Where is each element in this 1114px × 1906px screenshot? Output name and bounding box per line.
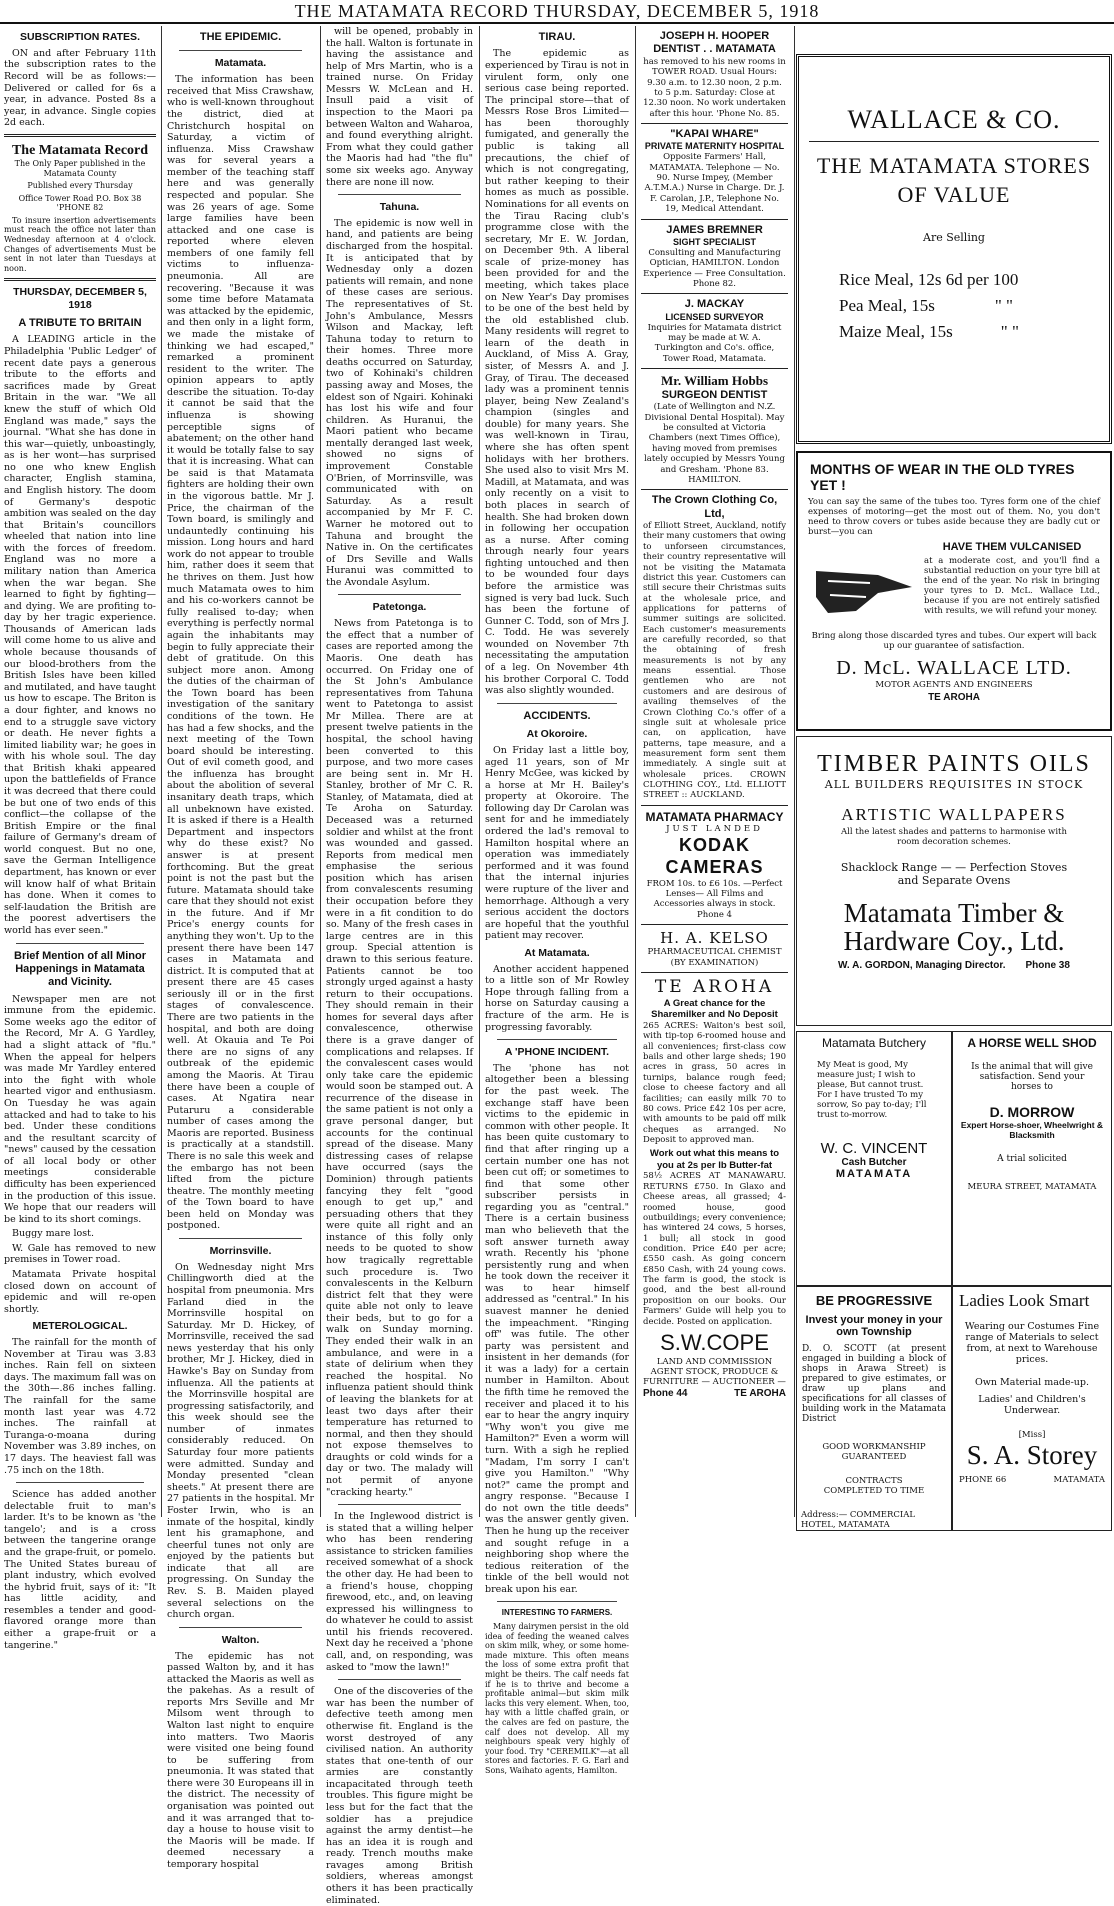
hooper-name: JOSEPH H. HOOPER [659, 30, 770, 42]
te-aroha-line: TE AROHA [928, 692, 980, 703]
cope-name: S.W.COPE [660, 1329, 769, 1355]
mackay-text: Inquiries for Matamata district may be made at W. A. Turkington and Co's. office, Tower Road, Matamata. [647, 322, 782, 364]
storey-name: S. A. Storey [966, 1440, 1098, 1470]
kelso-title: PHARMACEUTICAL CHEMIST (BY EXAMINATION) [647, 947, 782, 968]
mackay-name: J. MACKAY [684, 298, 745, 311]
kapai-text: Opposite Farmers' Hall, MATAMATA. Telephone — No. 90. Nurse Impey, (Member A.T.M.A.) Nurse in Charge. Dr. J. F. Carolan, J.P., Telephone No. 19, Medical Attendant. [644, 152, 785, 215]
divider [16, 943, 144, 944]
wallpapers-heading: ARTISTIC WALLPAPERS [841, 805, 1067, 824]
tahuna-text: The epidemic is now well in hand, and patients are being discharged from the hospital. It is anticipated that by Wednesday only a dozen patients will remain, and none of these cases are serious. The representatives of St. John's Ambulance, Messrs Wilson and Mackay, left Tahuna today to return to their homes. Three more deaths occurred on Saturday, two of Kohinaki's children passing away and Moses, the eldest son of Ngairi. Kohinaki has lost his wife and four children. As Huranui, the Maori patient who became mentally deranged last week, showed no signs of improvement Constable O'Brien, of Morrinsville, was communicated with on Saturday. As a result accompanied by Mr F. C. Warner he motored out to Tahuna and brought the Native in. On the certificates of Drs Seville and Walls Huranui was committed to the Avondale Asylum. [326, 217, 473, 588]
inglewood-text: In the Inglewood district is is stated that a willing helper who has been rendering assistance to stricken families received somewhat of a shock the other day. He had been to a friend's house, chopping firewood, etc., and, on leaving expressed his willingness to do whatever he could to assist until his friends recovered. Next day he received a 'phone call, and, on responding, was asked to "mow the lawn!" [326, 1511, 473, 1673]
butchery-verse: My Meat is good, My measure just; I wish to please, But cannot trust. For I have trusted To my sorrow, So pay to-day; I'll trust to-morrow. [817, 1060, 927, 1120]
paper-name: The Matamata Record [11, 142, 149, 158]
divider [497, 703, 617, 704]
wallace-title: WALLACE & CO. [847, 105, 1061, 134]
paper-tagline: The Only Paper published in the Matamata County [14, 158, 146, 178]
ladies-look-smart: Ladies Look Smart [959, 1291, 1090, 1310]
shades-text: All the latest shades and patterns to harmonise with room decoration schemes. [841, 827, 1067, 847]
ditto-mark: " " [1000, 322, 1019, 342]
trial-solicited: A trial solicited [997, 1154, 1067, 1164]
subscription-heading: SUBSCRIPTION RATES. [20, 31, 140, 43]
subscription-text: ON and after February 11th the subscription rates to the Record will be as follows:— Delivered or called for 6s a year, in advance. Posted 8s a year, in advance. Single copies 2d each. [4, 47, 156, 129]
farmers-text: Many dairymen persist in the old idea of feeding the weaned calves on skim milk, whey, or some home-made mixture. This often means the loss of some extra profit that might be theirs. The calf needs fat if he is to thrive and become a profitable animal—but skim milk lacks this very element. When, too, hay with a little chaffed grain, or the calves are fed on pasture, the calf does not develop. All my neighbours speak very highly of your food. Try "CEREMILK"—at all stores and factories. F. G. Earl and Sons, Waihato agents, Hamilton. [485, 1622, 629, 1775]
bremner-text: Consulting and Manufacturing Optician, HAMILTON. London Experience — Free Consultation. Phone 82. [643, 247, 786, 289]
column-3 [322, 26, 477, 1906]
walton-continued: will be opened, probably in the hall. Walton is fortunate in having the assistance and help of Mrs Martin, who is a trained nurse. On Friday Messrs W. McLean and H. Insull paid a visit of inspection to the Maori pa between Walton and Waharoa, and found everything alright. From what they could gather the Maoris had had "the flu" some six weeks ago. Anyway there are none ill now. [326, 26, 473, 188]
column-5-ads [637, 26, 792, 1517]
progressive-heading: BE PROGRESSIVE [815, 1293, 933, 1308]
kelso-ad [641, 925, 788, 973]
column-rule [794, 26, 795, 1517]
butchery-title: Matamata Butchery [821, 1036, 927, 1050]
timber-heading: TIMBER PAINTS OILS [817, 751, 1091, 777]
horse-title: A HORSE WELL SHOD [967, 1036, 1097, 1050]
pea-meal-line [799, 296, 1109, 316]
scott-text: D. O. SCOTT (at present engaged in building a block of shops in Arawa Street) is prepared to give estimates, or draw up plans and specifications for all classes of building work in the Matamata District [802, 1344, 946, 1424]
morrinsville-text: On Wednesday night Mrs Chillingworth died at the hospital from pneumonia. Mrs Farland died in the Morrinsville hospital on Saturday. Mr D. Hickey, of Morrinsville, received the sad news yesterday that his only brother, Mr J. Hickey, died in Hawke's Bay on Sunday from influenza. All the patients at the Morrinsville hospital are progressing satisfactorily, and this week should see the number of inmates considerably reduced. On Saturday four more patients were admitted. Sunday and Monday presented "clean sheets." At present there are 27 patients in the hospital. Mr Foster Irwin, who is an inmate of the hospital, kindly lent his gramaphone, and cheerful tunes not only are enjoyed by the patients but indicate that all are progressing. On Sunday the Rev. S. B. Maiden played several selections on the church organ. [167, 1261, 314, 1621]
at-matamata-text: Another accident happened to a little son of Mr Rowley Hope through falling from a horse on Saturday causing a fracture of the arm. He is progressing favorably. [485, 963, 629, 1033]
epidemic-heading: THE EPIDEMIC. [199, 31, 282, 43]
motor-agents: MOTOR AGENTS AND ENGINEERS [875, 680, 1033, 690]
scott-ad [796, 1286, 952, 1531]
wallace-ad [796, 54, 1112, 444]
own-material: Own Material made-up. [975, 1377, 1089, 1388]
met-text: The rainfall for the month of November at Tirau was 3.83 inches. Rain fell on sixteen days. The maximum fall was on the 30th—.86 inches falling. The rainfall for the same month last year was 4.72 inches. The rainfall at Turanga-o-moana during November was 3.89 inches, on 17 days. The heaviest fall was .75 inch on the 18th. [4, 1337, 156, 1476]
underwear-text: Ladies' and Children's Underwear. [978, 1394, 1086, 1416]
kapai-sub: PRIVATE MATERNITY HOSPITAL [644, 141, 785, 152]
defective-teeth-text: One of the discoveries of the war has been the number of defective teeth among men otherwise fit. England is the worst destroyed of any civilised nation. An authority states that one-tenth of our armies are constantly incapacitated through teeth troubles. This figure might be less but for the fact that the soldier has a prejudice against the army dentist—he has an idea it is rough and ready. Trench mouths make ravages among British soldiers, whereas amongst others it has been practically eliminated. [326, 1686, 473, 1906]
patetonga-heading: Patetonga. [372, 601, 427, 614]
cash-butcher: Cash Butcher [841, 1157, 907, 1168]
morrinsville-heading: Morrinsville. [209, 1245, 272, 1258]
tahuna-heading: Tahuna. [379, 201, 420, 214]
vulcanised-heading: HAVE THEM VULCANISED [942, 541, 1082, 553]
divider [338, 1504, 461, 1505]
gordon-name: W. A. GORDON, Managing Director. [838, 959, 1006, 971]
butterfat-heading: Work out what this means to you at 2s per lb Butter-fat [649, 1148, 780, 1171]
builders-line: ALL BUILDERS REQUISITES IN STOCK [824, 778, 1084, 791]
hooper-title: DENTIST . . MATAMATA [653, 43, 776, 56]
divider [497, 1039, 617, 1040]
meura-street: MEURA STREET, MATAMATA [967, 1182, 1097, 1192]
phone-incident-heading: A 'PHONE INCIDENT. [504, 1046, 610, 1059]
crown-name: The Crown Clothing Co, Ltd, [651, 494, 778, 520]
science-text: Science has added another delectable fruit to man's larder. It's to be known as 'the tangelo'; and is a cross between the tangerine orange and the grape-fruit, or pomelo. The United States bureau of plant industry, which evolved the hybrid fruit, says of it: "It has little acidity, and resembles a tender and good-flavored orange more than either a grape-fruit or a tangerine." [4, 1489, 156, 1651]
divider [179, 50, 302, 51]
timber-ad [796, 736, 1112, 1026]
manawaru-text: 58½ ACRES AT MANAWARU. RETURNS £750. In Glaxo and Cheese areas, all grassed; 4-roomed house, good outbuildings; every convenience; has wintered 24 cows, 5 horses, 1 bull; all stock in good condition. Price £40 per acre; £550 cash. As going concern £850 Cash, with 24 young cows. The farm is good, the stock is good, and the best all-round proposition on our books. Our Farmers' Guide will help you to decide. Posted on application. [643, 1171, 786, 1327]
met-heading: METEROLOGICAL. [32, 1320, 128, 1333]
te-aroha-farm-text: 265 ACRES: Waiton's best soil, with tip-top 6-roomed house and all conveniences; first-class cow bails and other large sheds; 190 acres in grass, 50 acres in turnips, balance rough feed; close to cheese factory and all facilities; can easily milk 70 to 80 cows. Price £42 10s per acre, with amounts to be paid off milk cheques as arranged. No Deposit to approved man. [643, 1021, 786, 1145]
stores-of-value: THE MATAMATA STORES OF VALUE [816, 153, 1092, 207]
dmcl-wallace: D. McL. WALLACE LTD. [836, 657, 1072, 679]
cope-ad [641, 973, 788, 1404]
walton-text: The epidemic has not passed Walton by, and it has attacked the Maoris as well as the pakehas. As a result of reports Mrs Seville and Mr Milsom went through to Walton last night to enquire into matters. Two Maoris were visited one being found to be suffering from pneumonia. It was stated that there were 30 Europeans ill in the district. The necessity of organisation was pointed out and it was arranged that to-day a house to house visit to the Maoris will be made. If deemed necessary a temporary hospital [167, 1650, 314, 1870]
bremner-name: JAMES BREMNER [666, 223, 763, 236]
patetonga-text: News from Patetonga is to the effect that a number of cases are reported among the Maoris. One death has occurred. On Friday one of the St John's Ambulance representatives from Tahuna went to Patetonga to assist Mr Millea. There are at present twelve patients in the hospital, the school having been converted to this purpose, and two more cases are being sent in. Mr H. Stanley, brother of Mr C. R. Stanley, of Matamata, died at Te Aroha on Saturday. Deceased was a returned soldier and whilst at the front was wounded and gassed. Reports from medical men emphasise the serious position which has arisen from convalescents resuming their occupation before they were in a fit condition to do so. Many of the fresh cases in large centres are in this group. Special attention is drawn to this serious feature. Patients cannot be too strongly urged against a hasty return to their occupations. They should remain in their homes for several days after convalescence, otherwise there is a grave danger of complications and relapses. If the convalescent cases would only take care the epidemic would soon be stamped out. A recurrence of the disease in the same patient is not only a grave personal danger, but accounts for the continual spread of the disease. Many distressing cases of relapse have occurred (says the Dominion) through patients fancying they felt "good enough to get up," and persuading others that they were quite all right and an instance of this folly only needs to be quoted to show how tragically regrettable such procedure is. Two convalescents in the Kelburn district felt that they were quite able not only to leave their beds, but to go for a walk on Sunday morning. They ended their walk in an ambulance, and were in a state of delirium when they reached the hospital. No influenza patient should think of leaving the blankets for at least two days after their temperature has returned to normal, and then they should not expose themselves to draughts or cold winds for a day or two. The malady will not permit of anyone "cracking hearty." [326, 618, 473, 1498]
hobbs-title: SURGEON DENTIST [661, 388, 768, 401]
cope-phone: Phone 44 [643, 1387, 688, 1399]
tirau-text: The epidemic as experienced by Tirau is not in virulent form, only one serious case being reported. The principal store—that of Messrs Rose Bros Limited—has been thoroughly fumigated, and generally the public is taking all precautions, the chief of which is not congregating, but rather keeping to their homes as much as possible. Nominations for all events on the Tirau Racing club's programme close with the secretary, Mr E. W. Jordan, on December 9th. A liberal scale of prize-money has been provided for and the meeting, which takes place on New Year's Day promises to be one of the best held by the old established club. Many residents will regret to learn of the death in Auckland, of Miss A. Gray, sister, of Messrs A. and J. Gray, of Tirau. The deceased lady was a prominent tennis player, being New Zealand's champion (singles and double) for many years. She was well-known in Tirau, where she has often spent holidays with her brothers. She used also to visit Mrs M. Madill, at Matamata, and was only recently on a visit to both places in search of health. She had broken down in following her occupation as a nurse. After coming through nearly four years fighting untouched and then to be wounded four days before the armistice was signed is very bad luck. Such has been the fortune of Gunner C. Todd, son of Mrs J. C. Todd. He was severely wounded on November 7th necessitating the amputation of a leg. On November 4th his brother Corporal C. Todd was also slightly wounded. [485, 48, 629, 697]
brief-text: Newspaper men are not immune from the epidemic. Some weeks ago the editor of the Record, Mr A. G Yardley, had a slight attack of "flu." When the appeal for helpers was made Mr Yardley entered into the fight with whole hearted vigor and enthusiasm. On Tuesday he was again attacked and had to take to his bed. Under these conditions and the resultant scarcity of "news" caused by the cessation of all local body or other meetings considerable difficulty has been experienced in the production of this issue. We hope that our readers will be kind to its short comings. [4, 993, 156, 1225]
divider [4, 134, 156, 137]
costumes-text: Wearing our Costumes Fine range of Materials to select from, at next to Warehouse prices. [964, 1321, 1100, 1365]
bring-text: Bring along those discarded tyres and tubes. Our expert will back up our guarantee of satisfaction. [811, 631, 1097, 651]
divider [338, 194, 461, 195]
divider [179, 1238, 302, 1239]
tyres-text: You can say the same of the tubes too. Tyres form one of the chief expenses of motoring—get the most out of them. No, you don't need to throw covers or tubes aside because they are badly cut or burst—you can [808, 497, 1100, 537]
pointing-hand-icon [808, 541, 918, 625]
tribute-text: A LEADING article in the Philadelphia 'Public Ledger' of recent date pays a generous tribute to the efforts and sacrifices made by Great Britain in the war. "We all knew the stuff of which Old England was made," says the journal. "What she has done in this war—quietly, unboastingly, as is her wont—has surprised no one who knew English character, English stamina, and English history. The doom of Germany's despotic ambition was sealed on the day that Britain's councillors wheeled that nation into line with the forces of freedom. England was no more a military nation than America when the war began. She learned to fight by fighting—and dying. We are profiting to-day by her tragic experience. Thousands of American lads will come home to us alive and whole because thousands of our blood-brothers from the British Isles have been killed and mutilated, and have taught us how to escape. The Briton is a dour fighter, and knows no end to a struggle save victory or death. He never fights a limited liability war; he goes in with his whole soul. The day that British khaki appeared upon the battlefields of France it was decreed that there could be but one of two ends of this conflict—the collapse of the British Empire or the final failure of Germany's dream of world conquest. But no one, save the German Intelligence department, has known or ever will know half of what Britain has done. When it comes to self-laudation the British are the poorest advertisers the world has ever seen." [4, 334, 156, 936]
buggy-item: Buggy mare lost. [12, 1228, 94, 1240]
are-selling: Are Selling [923, 231, 985, 245]
te-aroha-heading: TE AROHA [654, 977, 775, 998]
column-rule [479, 26, 480, 1517]
storey-footer [953, 1471, 1111, 1489]
column-rule [161, 26, 162, 1517]
hobbs-text: (Late of Wellington and N.Z. Divisional Dental Hospital). May be consulted at Victoria Chambers (next Times Office), having moved from premises lately occupied by Messrs Young and Gresham. 'Phone 83. HAMILTON. [644, 402, 785, 485]
divider [338, 594, 461, 595]
morrow-sub: Expert Horse-shoer, Wheelwright & Blacksmith [960, 1120, 1104, 1140]
pharmacy-title: MATAMATA PHARMACY [645, 809, 784, 824]
walton-heading: Walton. [221, 1633, 260, 1646]
kapai-ad [641, 124, 788, 220]
divider [16, 1482, 144, 1483]
storey-ad [952, 1286, 1112, 1531]
storey-town: MATAMATA [1053, 1475, 1105, 1485]
divider [497, 1601, 617, 1602]
published-line: Published every Thursday [27, 181, 133, 191]
office-line: Office Tower Road P.O. Box 38 'PHONE 82 [18, 193, 142, 213]
hospital-item: Matamata Private hospital closed down on account of epidemic and will re-open shortly. [4, 1269, 156, 1315]
pharmacy-ad [641, 806, 788, 925]
good-workmanship: GOOD WORKMANSHIP GUARANTEED [822, 1442, 926, 1462]
horse-text: Is the animal that will give satisfaction. Send your horses to [971, 1062, 1093, 1092]
column-4 [481, 26, 633, 1775]
brief-heading: Brief Mention of all Minor Happenings in Matamata and Vicinity. [14, 949, 146, 989]
divider [338, 1679, 461, 1680]
horse-ad [952, 1031, 1112, 1286]
crown-text: of Elliott Street, Auckland, notify their many customers that owing to unforseen circumstances, their country representative will not be visiting the Matamata district this year. Customers can still secure their Christmas suits at the wholesale price, and applications for patterns of summer suitings are solicited. Each customer's measurements are carefully recorded, so that the obtaining of fresh measurements is not by any means essential. Those gentlemen who are not customers and are desirous of availing themselves of the Crown Clothing Co.'s offer of a single suit at wholesale price can, on application, have patterns, tape measure, and a measurement form sent them immediately. A single suit at wholesale prices. CROWN CLOTHING COY., Ltd. ELLIOTT STREET :: AUCKLAND. [643, 521, 786, 801]
pea-meal: Pea Meal, 15s [839, 296, 935, 316]
cope-text: LAND AND COMMISSION AGENT STOCK, PRODUCE & FURNITURE — AUCTIONEER — [643, 1356, 786, 1388]
shacklock-text: Shacklock Range — — Perfection Stoves and Separate Ovens [840, 861, 1068, 887]
okoroire-heading: At Okoroire. [526, 728, 588, 741]
divider [179, 1627, 302, 1628]
kelso-name: H. A. KELSO [660, 929, 769, 948]
gordon-line [797, 960, 1111, 971]
hobbs-name: Mr. William Hobbs [660, 373, 769, 389]
rice-meal: Rice Meal, 12s 6d per 100 [839, 270, 1019, 290]
butchery-ad [796, 1031, 952, 1286]
butcher-town: MATAMATA [835, 1168, 913, 1180]
column-1 [0, 26, 160, 1651]
miss-label: [Miss] [1018, 1430, 1046, 1440]
gordon-phone: Phone 38 [1025, 959, 1070, 971]
bremner-ad [641, 220, 788, 295]
maize-meal-line [799, 322, 1109, 342]
cope-footer [643, 1388, 786, 1400]
hooper-ad [641, 26, 788, 124]
sharemilker-heading: A Great chance for the Sharemilker and No Deposit [651, 997, 778, 1021]
gale-item: W. Gale has removed to new premises in Tower road. [4, 1242, 156, 1266]
pharmacy-sub: JUST LANDED [666, 824, 763, 835]
tribute-heading: A TRIBUTE TO BRITAIN [18, 317, 142, 330]
mackay-title: LICENSED SURVEYOR [665, 311, 764, 322]
cope-place: TE AROHA [734, 1387, 786, 1399]
kapai-name: "KAPAI WHARE" [670, 127, 759, 140]
ditto-mark: " " [994, 296, 1013, 316]
morrow-name: D. MORROW [989, 1104, 1075, 1120]
storey-phone: PHONE 66 [959, 1475, 1007, 1485]
crown-ad [641, 490, 788, 806]
bremner-title: SIGHT SPECIALIST [672, 236, 756, 247]
at-matamata-heading: At Matamata. [524, 946, 590, 959]
matamata-text: The information has been received that Miss Crawshaw, who is well-known throughout the district, died at Christchurch hospital on Saturday, a victim of influenza. Miss Crawshaw was for several years a member of the teaching staff here and was generally respected and popular. She was 26 years of age. Some large families have been attacked and one case is reported where eleven members of one family fell victims to influenza-pneumonia. All are recovering. "Because it was some time before Matamata was attacked by the epidemic, and then only in a light form, we made the mistake of thinking we had escaped," remarked a prominent resident to the writer. The opinion appears to aptly describe the situation. To-day it cannot be said that the influenza is showing perceptible signs of abatement; on the other hand it would be totally false to say that it is increasing. What can be said is that Matamata fighters are holding their own in the vigorous battle. Mr J. Price, the chairman of the Town board, is smilingly and undauntedly continuing his mission. Long hours and hard work do not appear to trouble him, rather does it seem that he thrives on them. Just how much Matamata owes to him and his co-workers cannot be fully realised to-day; when everything is perfectly normal again the inhabitants may begin to fully appreciate their debt of gratitude. On this subject more anon. Among the duties of the chairman of the Town board has been investigation of the sanitary conditions of the town. He has had a few shocks, and the next meeting of the Town board should be interesting. Out of evil cometh good, and the influenza has brought about the abolition of several insanitary death traps, which all unbeknown have existed. It is asked if there is a Health Department and inspectors why do these exist? No answer is at present forthcoming. But the great point is not the past but the future. Matamata should take care that they should not exist in the future. And if Mr Price's energy counts for anything they won't. Up to the present there have been 147 cases in Matamata and district. It is computed that at present there are 45 cases seriously ill or in the first stages of convalescence. There are two patients in the hospital, and both are doing well. At Okauia and Te Poi there are no signs of any outbreak of the epidemic among the Maoris. At Tirau there have been a couple of cases. At Ngatira near Putaruru a considerable number of cases among the Maoris are reported. Business is practically at a standstill. There is no sale this week and the embargo has not been lifted from the picture theatre. The monthly meeting of the Town board to have been held on Monday was postponed. [167, 74, 314, 1232]
dateline: THURSDAY, DECEMBER 5, 1918 [13, 286, 147, 312]
phone-incident-text: The 'phone has not altogether been a blessing for the past week. The exchange staff have been victims to the epidemic in common with other people. It has been quite customary to find that after ringing up a certain number one has not been cut off; or sometimes to find that some other subscriber persists in regarding you as "central." There is a certain business man who believeth that the soft answer turneth away wrath. Recently his 'phone persistently rung and when he took down the receiver it was to hear himself addressed as "central." In his suavest manner he denied the impeachment. "Ringing off" was futile. The other party was persistent and insistent in her demands (for it was a lady) for a certain number in Hamilton. About the fifth time he removed the receiver and placed it to his ear to hear the angry inquiry "Why won't you give me Hamilton?" Even a worm will turn. With a sigh he replied "Madam, I'm sorry I can't give you Hamilton." "Why not?" came the prompt and angry response. "Because I do not own the title deeds" was the answer gently given. Then he hung up the receiver and sought refuge in a neighboring shop where the tedious reiteration of the tinkle of the bell would not break upon his ear. [485, 1062, 629, 1595]
okoroire-text: On Friday last a little boy, aged 11 years, son of Mr Henry McGee, was kicked by a horse at Mr H. Bailey's property at Okoroire. The following day Dr Carolan was sent for and he immediately ordered the lad's removal to Hamilton hospital where an operation was immediately performed and it was found that the internal injuries were rupture of the liver and hemorrhage. Although a very serious accident the doctors are hopeful that the youthful patient may recover. [485, 744, 629, 942]
kodak-cameras: KODAK CAMERAS [665, 834, 764, 877]
tirau-heading: TIRAU. [538, 31, 576, 43]
column-rule [320, 26, 321, 1517]
kodak-text: FROM 10s. to £6 10s. —Perfect Lenses— All Films and Accessories always in stock. Phone 4 [646, 878, 783, 920]
maize-meal: Maize Meal, 15s [839, 322, 953, 342]
masthead: THE MATAMATA RECORD THURSDAY, DECEMBER 5, 1918 [0, 0, 1114, 24]
farmers-heading: INTERESTING TO FARMERS. [501, 1608, 613, 1618]
hobbs-ad [641, 369, 788, 490]
scott-address: Address:— COMMERCIAL HOTEL, MATAMATA [801, 1510, 916, 1530]
vulcanised-text: at a moderate cost, and you'll find a substantial reduction on your tyre bill at the end of the year. No risk in bringing your tyres to D. McL. Wallace Ltd., because if you are not entirely satisfied with results, we will refund your money. [924, 556, 1100, 616]
tyres-ad [796, 451, 1112, 731]
divider [4, 278, 156, 281]
mackay-ad [641, 294, 788, 369]
hooper-text: has removed to his new rooms in TOWER ROAD. Usual Hours: 9.30 a.m. to 12.30 noon, 2 p.m. to 5 p.m. Saturday: Close at 12.30 noon. No work undertaken after this hour. 'Phone No. 85. [643, 56, 786, 119]
rice-meal-line [799, 270, 1109, 290]
vincent-name: W. C. VINCENT [820, 1140, 928, 1157]
tyres-title: MONTHS OF WEAR IN THE OLD TYRES YET ! [810, 461, 1075, 493]
accidents-heading: ACCIDENTS. [523, 709, 591, 722]
matamata-heading: Matamata. [214, 57, 267, 70]
contracts-completed: CONTRACTS COMPLETED TO TIME [823, 1476, 925, 1496]
invest-heading: Invest your money in your own Township [805, 1314, 943, 1338]
column-2 [163, 26, 318, 1870]
matamata-timber: Matamata Timber & Hardware Coy., Ltd. [843, 898, 1065, 957]
column-rule [635, 26, 636, 1517]
notice-text: To insure insertion advertisements must reach the office not later than Wednesday afternoon at 4 o'clock. Changes of advertisements Must be sent in not later than Tuesdays at noon. [4, 215, 156, 273]
